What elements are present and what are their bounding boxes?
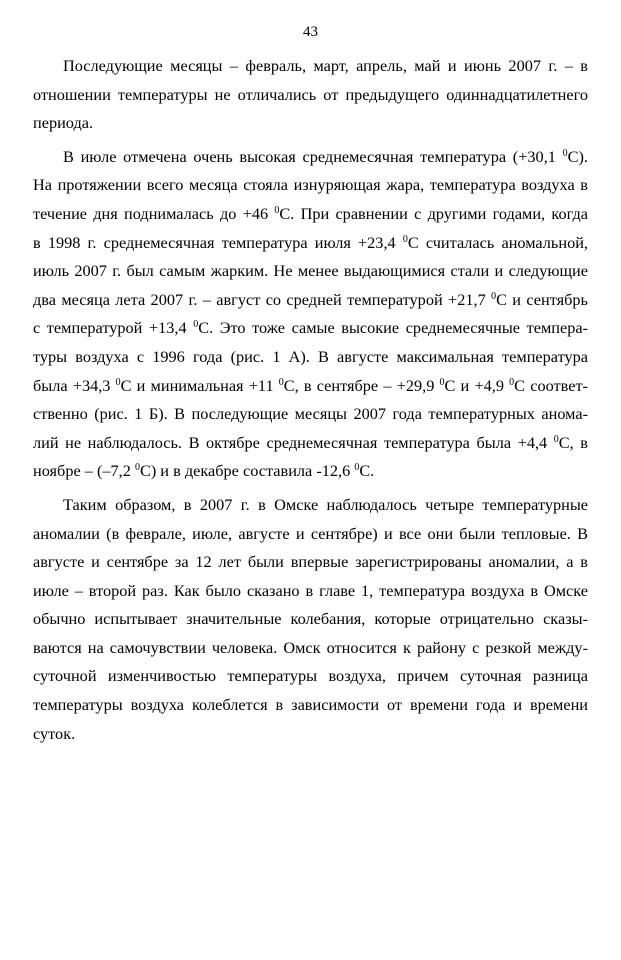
text-line: с температурой +13,4 $^0$С. Это тоже самые высокие среднемесячные темпера-: [33, 318, 588, 338]
text-line: июле – второй раз. Как было сказано в главе 1, температура воздуха в Омске: [33, 580, 588, 600]
text-line: была +34,3 $^0$С и минимальная +11 $^0$С, в сентябре – +29,9 $^0$С и +4,9 $^0$С соответ-: [33, 375, 588, 395]
text-line: течение дня поднималась до +46 $^0$С. При сравнении с другими годами, когда: [33, 203, 588, 223]
paragraph-2: [33, 143, 588, 486]
text-line: периода.: [33, 113, 94, 133]
text-line: лий не наблюдалось. В октябре среднемесячная температура была +4,4 $^0$С, в: [33, 432, 588, 452]
text-line: На протяжении всего месяца стояла изнуряющая жара, температура воздуха в: [33, 175, 588, 195]
text-line: августе и сентябре за 12 лет были впервые зарегистрированы аномалии, а в: [33, 552, 588, 572]
text-line: Таким образом, в 2007 г. в Омске наблюдалось четыре температурные: [63, 494, 588, 514]
text-line: два месяца лета 2007 г. – август со средней температурой +21,7 $^0$С и сентябрь: [33, 289, 588, 309]
text-line: Последующие месяцы – февраль, март, апрель, май и июнь 2007 г. – в: [63, 56, 588, 75]
text-line: суточной изменчивостью температуры воздуха, причем суточная разница: [33, 666, 588, 686]
text-line: июль 2007 г. был самым жарким. Не менее выдающимися стали и следующие: [33, 261, 588, 281]
text-line: суток.: [33, 723, 76, 743]
text-line: температуры воздуха колеблется в зависимости от времени года и времени: [33, 695, 588, 715]
text-line: отношении температуры не отличались от предыдущего одиннадцатилетнего: [33, 84, 588, 104]
text-line: ноябре – (–7,2 $^0$С) и в декабре составила -12,6 $^0$С.: [33, 461, 375, 481]
text-line: туры воздуха с 1996 года (рис. 1 А). В августе максимальная температура: [33, 346, 588, 366]
paragraph-1: [33, 52, 588, 138]
text-line: в 1998 г. среднемесячная температура июля +23,4 $^0$С считалась аномальной,: [33, 232, 588, 252]
page-number: 43: [303, 24, 318, 40]
text-line: ственно (рис. 1 Б). В последующие месяцы 2007 года температурных анома-: [33, 404, 588, 424]
text-line: обычно испытывает значительные колебания, которые отрицательно сказы-: [33, 609, 588, 629]
paragraph-3: [33, 491, 588, 748]
body-text: [33, 52, 588, 748]
text-line: ваются на самочувствии человека. Омск относится к району с резкой между-: [33, 637, 588, 657]
text-line: В июле отмечена очень высокая среднемесячная температура (+30,1 $^0$С).: [63, 146, 588, 166]
text-line: аномалии (в феврале, июле, августе и сентябре) и все они были тепловые. В: [33, 523, 588, 543]
